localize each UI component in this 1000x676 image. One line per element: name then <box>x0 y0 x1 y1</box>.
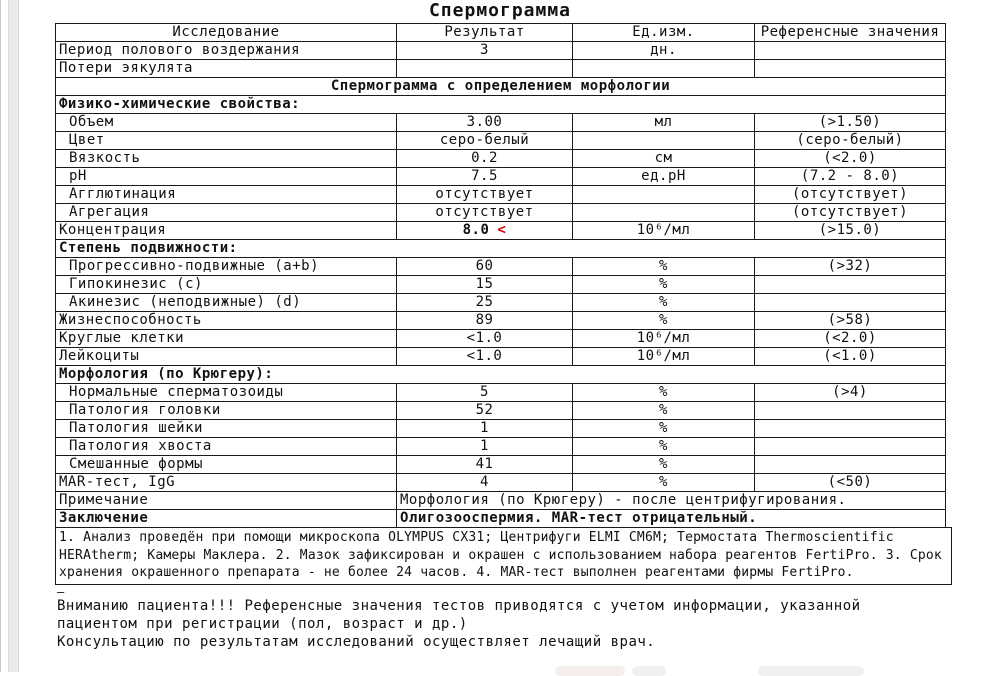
parameter-cell: Акинезис (неподвижные) (d) <box>56 294 397 312</box>
parameter-cell: Агрегация <box>56 204 397 222</box>
parameter-cell: Круглые клетки <box>56 330 397 348</box>
unit-cell: % <box>573 258 755 276</box>
result-cell <box>397 402 573 420</box>
reference-cell: (отсутствует) <box>755 186 946 204</box>
note-value-cell: Олигозооспермия. MAR-тест отрицательный. <box>397 510 946 528</box>
result-value: 7.5 <box>471 168 498 184</box>
parameter-cell: pH <box>56 168 397 186</box>
section-header-cell: Степень подвижности: <box>56 240 946 258</box>
result-cell <box>397 420 573 438</box>
reference-cell <box>755 456 946 474</box>
unit-cell: мл <box>573 114 755 132</box>
cut-off-artifact <box>758 666 864 676</box>
left-gutter <box>0 0 20 672</box>
result-value: 5 <box>480 384 489 400</box>
cut-off-artifact <box>555 666 625 676</box>
reference-cell <box>755 42 946 60</box>
table-row <box>56 60 946 78</box>
table-row <box>56 42 946 60</box>
column-header-cell: Исследование <box>56 24 397 42</box>
parameter-cell: MAR-тест, IgG <box>56 474 397 492</box>
result-value: 15 <box>475 276 494 292</box>
parameter-cell: Смешанные формы <box>56 456 397 474</box>
unit-cell: % <box>573 312 755 330</box>
table-row <box>56 168 946 186</box>
table-row <box>56 366 946 384</box>
reference-cell <box>755 276 946 294</box>
result-value: 89 <box>475 312 494 328</box>
result-value: отсутствует <box>435 204 534 220</box>
reference-cell <box>755 402 946 420</box>
patient-notice-line: Вниманию пациента!!! Референсные значения тестов приводятся с учетом информации, указанной <box>57 597 861 614</box>
note-value-cell: Морфология (по Крюгеру) - после центрифугирования. <box>397 492 946 510</box>
unit-cell <box>573 204 755 222</box>
footnote-line: 1. Анализ проведён при помощи микроскопа OLYMPUS CX31; Центрифуги ELMI CM6M; Термостата Thermoscientific <box>59 530 894 545</box>
table-row <box>56 150 946 168</box>
unit-cell: см <box>573 150 755 168</box>
table-row <box>56 402 946 420</box>
table-row <box>56 456 946 474</box>
note-label-cell: Заключение <box>56 510 397 528</box>
result-cell <box>397 312 573 330</box>
unit-cell <box>573 186 755 204</box>
reference-cell <box>755 60 946 78</box>
result-cell <box>397 294 573 312</box>
reference-cell: (7.2 - 8.0) <box>755 168 946 186</box>
reference-cell: (>32) <box>755 258 946 276</box>
reference-cell <box>755 294 946 312</box>
parameter-cell: Потери эякулята <box>56 60 397 78</box>
table-row <box>56 186 946 204</box>
scroll-gutter-band <box>8 0 19 672</box>
report-title: Спермограмма <box>428 0 572 21</box>
result-value: 8.0 <box>462 222 490 238</box>
parameter-cell: Концентрация <box>56 222 397 240</box>
reference-cell <box>755 438 946 456</box>
result-cell <box>397 330 573 348</box>
table-row <box>56 222 946 240</box>
column-header-cell: Ед.изм. <box>573 24 755 42</box>
table-subtitle-cell: Спермограмма с определением морфологии <box>56 78 946 96</box>
unit-cell: 10⁶/мл <box>573 348 755 366</box>
table-row <box>56 276 946 294</box>
table-row <box>56 204 946 222</box>
note-label-cell: Примечание <box>56 492 397 510</box>
reference-cell: (отсутствует) <box>755 204 946 222</box>
table-row <box>56 312 946 330</box>
reference-cell: (<2.0) <box>755 330 946 348</box>
unit-cell: ед.pH <box>573 168 755 186</box>
result-cell <box>397 276 573 294</box>
parameter-cell: Вязкость <box>56 150 397 168</box>
parameter-cell: Агглютинация <box>56 186 397 204</box>
unit-cell: % <box>573 438 755 456</box>
table-row <box>56 420 946 438</box>
parameter-cell: Период полового воздержания <box>56 42 397 60</box>
parameter-cell: Патология головки <box>56 402 397 420</box>
consultation-note-line: Консультацию по результатам исследований осуществляет лечащий врач. <box>57 633 656 650</box>
parameter-cell: Лейкоциты <box>56 348 397 366</box>
parameter-cell: Прогрессивно-подвижные (a+b) <box>56 258 397 276</box>
result-cell <box>397 456 573 474</box>
section-header-cell: Физико-химические свойства: <box>56 96 946 114</box>
column-header-cell: Референсные значения <box>755 24 946 42</box>
reference-cell <box>755 420 946 438</box>
result-cell <box>397 114 573 132</box>
result-value: отсутствует <box>435 186 534 202</box>
result-cell <box>397 186 573 204</box>
result-value: 52 <box>475 402 494 418</box>
unit-cell: % <box>573 276 755 294</box>
table-row <box>56 78 946 96</box>
reference-cell: (>1.50) <box>755 114 946 132</box>
patient-notice-line: пациентом при регистрации (пол, возраст и др.) <box>57 615 468 632</box>
unit-cell <box>573 132 755 150</box>
parameter-cell: Нормальные сперматозоиды <box>56 384 397 402</box>
footer-notes <box>55 584 945 651</box>
result-value: <1.0 <box>466 330 503 346</box>
reference-cell: (<50) <box>755 474 946 492</box>
results-table <box>55 23 946 528</box>
result-cell <box>397 150 573 168</box>
table-row <box>56 348 946 366</box>
result-cell <box>397 348 573 366</box>
table-row <box>56 96 946 114</box>
unit-cell: % <box>573 384 755 402</box>
result-value: 3.00 <box>466 114 503 130</box>
table-row <box>56 294 946 312</box>
unit-cell <box>573 60 755 78</box>
result-cell <box>397 204 573 222</box>
result-cell <box>397 384 573 402</box>
reference-cell: (>58) <box>755 312 946 330</box>
parameter-cell: Гипокинезис (c) <box>56 276 397 294</box>
method-footnote-box <box>55 527 952 585</box>
result-cell <box>397 258 573 276</box>
lab-report-document <box>55 0 945 651</box>
table-row <box>56 438 946 456</box>
unit-cell: % <box>573 474 755 492</box>
table-row <box>56 474 946 492</box>
section-header-cell: Морфология (по Крюгеру): <box>56 366 946 384</box>
table-row <box>56 132 946 150</box>
reference-cell: (<2.0) <box>755 150 946 168</box>
abnormal-flag: < <box>497 222 507 238</box>
table-row <box>56 330 946 348</box>
column-header-cell: Результат <box>397 24 573 42</box>
result-value: 1 <box>480 420 489 436</box>
unit-cell: % <box>573 402 755 420</box>
unit-cell: 10⁶/мл <box>573 330 755 348</box>
result-value: 1 <box>480 438 489 454</box>
result-cell <box>397 42 573 60</box>
result-value: 60 <box>475 258 494 274</box>
reference-cell: (>15.0) <box>755 222 946 240</box>
column-header-row <box>56 24 946 42</box>
table-row <box>56 258 946 276</box>
parameter-cell: Патология шейки <box>56 420 397 438</box>
parameter-cell: Объем <box>56 114 397 132</box>
result-value: 41 <box>475 456 494 472</box>
result-cell <box>397 168 573 186</box>
unit-cell: % <box>573 456 755 474</box>
unit-cell: % <box>573 294 755 312</box>
result-cell <box>397 132 573 150</box>
cut-off-artifact <box>632 666 666 676</box>
parameter-cell: Патология хвоста <box>56 438 397 456</box>
table-row <box>56 384 946 402</box>
result-value: 25 <box>475 294 494 310</box>
table-row <box>56 510 946 528</box>
table-row <box>56 492 946 510</box>
parameter-cell: Жизнеспособность <box>56 312 397 330</box>
result-value: серо-белый <box>439 132 530 148</box>
parameter-cell: Цвет <box>56 132 397 150</box>
result-value: 4 <box>480 474 489 490</box>
reference-cell: (<1.0) <box>755 348 946 366</box>
table-row <box>56 114 946 132</box>
result-cell <box>397 474 573 492</box>
result-value: 0.2 <box>471 150 498 166</box>
reference-cell: (серо-белый) <box>755 132 946 150</box>
result-cell <box>397 222 573 240</box>
reference-cell: (>4) <box>755 384 946 402</box>
result-cell <box>397 60 573 78</box>
table-row <box>56 240 946 258</box>
window-edge <box>0 0 1 672</box>
footnote-line: HERAtherm; Камеры Маклера. 2. Мазок зафиксирован и окрашен с использованием набора реагентов FertiPro. 3. Срок <box>59 547 942 563</box>
result-value: 3 <box>480 42 489 58</box>
unit-cell: дн. <box>573 42 755 60</box>
unit-cell: 10⁶/мл <box>573 222 755 240</box>
unit-cell: % <box>573 420 755 438</box>
footnote-line: хранения окрашенного препарата - не более 24 часов. 4. MAR-тест выполнен реагентами фирмы FertiPro. <box>59 565 854 580</box>
results-table-body <box>56 24 946 528</box>
footer-separator: — <box>57 584 65 599</box>
result-value: <1.0 <box>466 348 503 364</box>
result-cell <box>397 438 573 456</box>
